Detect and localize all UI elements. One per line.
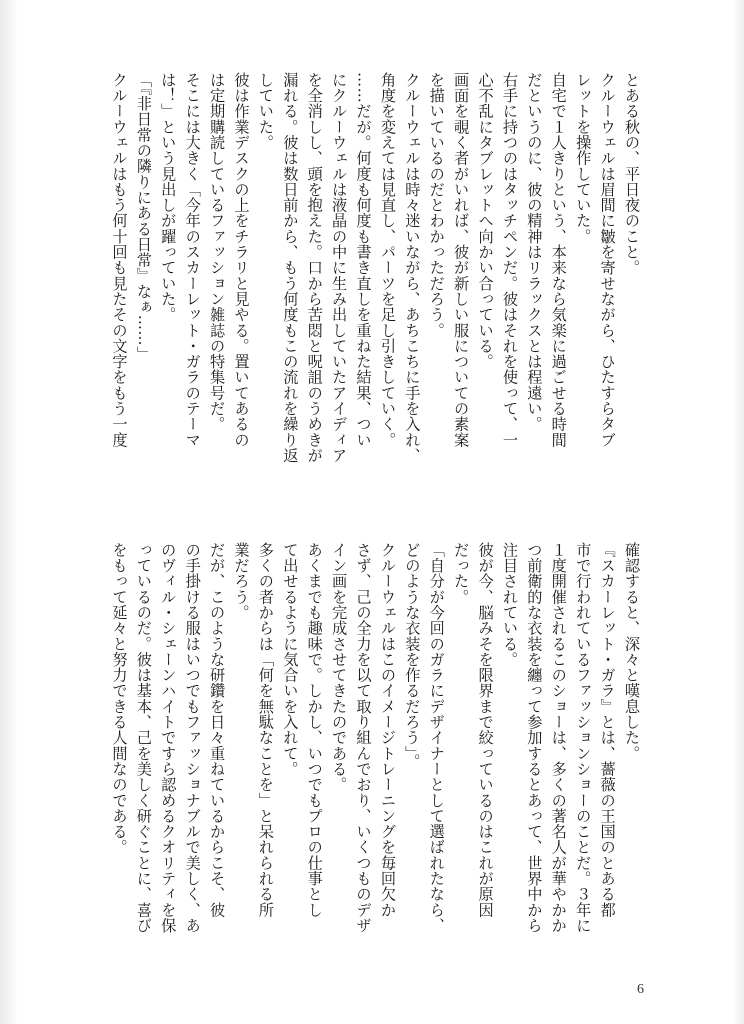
- text-line: をもって延々と努力できる人間なのである。: [110, 542, 129, 855]
- text-line: 「『非日常の隣りにある日常』なぁ……」: [134, 72, 153, 362]
- text-line: どのような衣装を作るだろう」。: [403, 542, 422, 770]
- text-line: あくまでも趣味で。しかし、いつでもプロの仕事とし: [305, 542, 324, 918]
- text-line: クルーウェルはこのイメージトレーニングを毎回欠か: [378, 542, 397, 918]
- page-number: 6: [637, 982, 644, 997]
- text-block-bottom: [110, 542, 644, 967]
- text-line: だが、このような研鑽を日々重ねているからこそ、彼: [208, 542, 227, 918]
- text-line: ……だが。何度も何度も書き直しを重ねた結果、つい: [354, 72, 373, 448]
- text-line: て出せるように気合いを入れて。: [281, 542, 300, 777]
- text-line: 注目されている。: [500, 542, 519, 668]
- text-line: だというのに、彼の精神はリラックスとは程遠い。: [525, 72, 544, 432]
- text-line: っているのだ。彼は基本、己を美しく研ぐことに、喜び: [134, 542, 153, 934]
- text-line: イン画を完成させてきたのである。: [330, 542, 349, 793]
- text-line: だった。: [452, 542, 471, 605]
- text-line: 多くの者からは「何を無駄なことを」と呆れられる所: [256, 542, 275, 918]
- text-line: は！」という見出しが躍っていた。: [159, 72, 178, 323]
- text-line: 彼が今、脳みそを限界まで絞っているのはこれが原因: [476, 542, 495, 918]
- text-line: を描いているのだとわかっただろう。: [427, 72, 446, 339]
- text-line: 画面を覗く者がいれば、彼が新しい服についての素案: [452, 72, 471, 448]
- text-line: そこには大きく「今年のスカーレット・ガラのテーマ: [183, 72, 202, 448]
- text-line: 「自分が今回のガラにデザイナーとして選ばれたなら、: [427, 542, 446, 934]
- text-line: 『スカーレット・ガラ』とは、薔薇の王国のとある都: [598, 542, 617, 918]
- text-block-top: [110, 72, 644, 497]
- text-line: レットを操作していた。: [574, 72, 593, 245]
- text-line: を全消しし、頭を抱えた。口から苦悶と呪詛のうめきが: [305, 72, 324, 464]
- text-line: の手掛ける服はいつでもファッショナブルで美しく、あ: [183, 542, 202, 934]
- text-line: 漏れる。彼は数日前から、もう何度もこの流れを繰り返: [281, 72, 300, 464]
- text-line: のヴィル・シェーンハイトですら認めるクオリティを保: [159, 542, 178, 934]
- text-line: していた。: [256, 72, 275, 151]
- text-line: クルーウェルは眉間に皺を寄せながら、ひたすらタブ: [598, 72, 617, 448]
- text-line: 自宅で１人きりという、本来なら気楽に過ごせる時間: [549, 72, 568, 448]
- page-edge-shadow-right: [732, 0, 744, 1024]
- text-line: 業だろう。: [232, 542, 251, 621]
- text-line: １度開催されるこのショーは、多くの著名人が華やかか: [549, 542, 568, 934]
- text-line: 角度を変えては見直し、パーツを足し引きしていく。: [378, 72, 397, 448]
- text-line: 右手に持つのはタッチペンだ。彼はそれを使って、一: [500, 72, 519, 448]
- page-edge-shadow-left: [0, 0, 18, 1024]
- text-line: つ前衛的な衣装を纏って参加するとあって、世界中から: [525, 542, 544, 934]
- text-line: 確認すると、深々と嘆息した。: [623, 542, 641, 762]
- text-line: は定期購読しているファッション雑誌の特集号だ。: [208, 72, 227, 432]
- text-line: クルーウェルはもう何十回も見たその文字をもう一度: [110, 72, 129, 448]
- text-line: クルーウェルは時々迷いながら、あちこちに手を入れ、: [403, 72, 422, 464]
- text-line: 心不乱にタブレットへ向かい合っている。: [476, 72, 495, 370]
- text-line: 市で行われているファッションショーのことだ。３年に: [574, 542, 593, 934]
- text-line: とある秋の、平日夜のこと。: [623, 72, 641, 276]
- text-line: 彼は作業デスクの上をチラリと見やる。置いてあるの: [232, 72, 251, 448]
- text-line: さず、己の全力を以て取り組んでおり、いくつものデザ: [354, 542, 373, 934]
- text-line: にクルーウェルは液晶の中に生み出していたアイディア: [330, 72, 349, 464]
